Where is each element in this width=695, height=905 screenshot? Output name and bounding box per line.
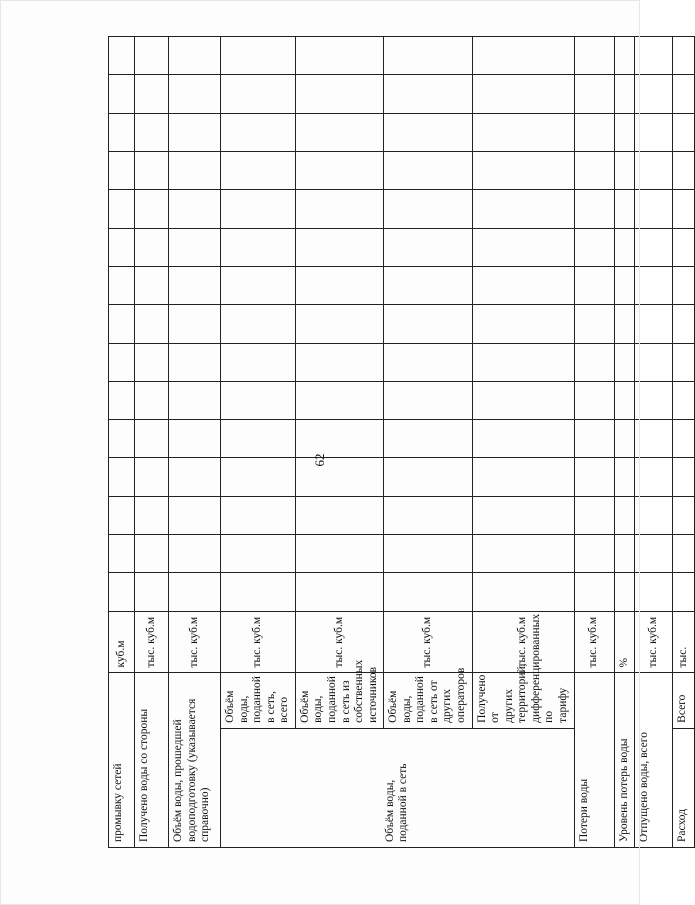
value-cell xyxy=(221,420,296,458)
value-cell xyxy=(109,228,135,266)
value-cell xyxy=(109,420,135,458)
value-cell xyxy=(169,420,221,458)
value-cell xyxy=(295,458,383,496)
table-row xyxy=(384,37,472,848)
page-number: 62 xyxy=(312,453,327,467)
row-label: Отпущено воды, всего xyxy=(635,673,673,848)
value-cell xyxy=(673,190,695,228)
value-cell xyxy=(635,381,673,419)
value-cell xyxy=(109,381,135,419)
row-unit: тыс. куб.м xyxy=(384,611,472,673)
value-cell xyxy=(673,535,695,573)
value-cell xyxy=(295,573,383,611)
value-cell xyxy=(295,75,383,113)
value-cell xyxy=(221,496,296,534)
value-cell xyxy=(673,37,695,75)
value-cell xyxy=(635,458,673,496)
value-cell xyxy=(135,343,169,381)
value-cell xyxy=(109,535,135,573)
value-cell xyxy=(384,496,472,534)
value-cell xyxy=(472,420,574,458)
group-label: Объём воды, поданной в сеть xyxy=(221,728,575,847)
value-cell xyxy=(384,458,472,496)
value-cell xyxy=(135,573,169,611)
value-cell xyxy=(614,75,635,113)
value-cell xyxy=(295,152,383,190)
row-label: Объём воды, прошедшей водоподготовку (указывается справочно) xyxy=(169,673,221,848)
value-cell xyxy=(169,266,221,304)
value-cell xyxy=(384,75,472,113)
row-label: Объём воды, поданной в сеть от других операторов xyxy=(384,673,472,728)
value-cell xyxy=(673,266,695,304)
value-cell xyxy=(635,496,673,534)
value-cell xyxy=(635,75,673,113)
value-cell xyxy=(135,305,169,343)
value-cell xyxy=(109,573,135,611)
value-cell xyxy=(221,458,296,496)
value-cell xyxy=(169,458,221,496)
value-cell xyxy=(673,420,695,458)
value-cell xyxy=(574,535,614,573)
value-cell xyxy=(574,573,614,611)
value-cell xyxy=(614,381,635,419)
value-cell xyxy=(472,228,574,266)
value-cell xyxy=(635,37,673,75)
value-cell xyxy=(135,113,169,151)
value-cell xyxy=(135,75,169,113)
value-cell xyxy=(169,535,221,573)
value-cell xyxy=(574,228,614,266)
value-cell xyxy=(635,305,673,343)
row-label: Получено воды со стороны xyxy=(135,673,169,848)
value-cell xyxy=(574,343,614,381)
value-cell xyxy=(295,496,383,534)
value-cell xyxy=(135,381,169,419)
value-cell xyxy=(673,75,695,113)
value-cell xyxy=(169,190,221,228)
value-cell xyxy=(109,266,135,304)
value-cell xyxy=(472,75,574,113)
value-cell xyxy=(384,113,472,151)
row-unit: тыс. xyxy=(673,611,695,673)
value-cell xyxy=(295,113,383,151)
value-cell xyxy=(169,228,221,266)
value-cell xyxy=(673,458,695,496)
value-cell xyxy=(295,420,383,458)
value-cell xyxy=(673,228,695,266)
value-cell xyxy=(673,573,695,611)
row-unit: тыс. куб.м xyxy=(221,611,296,673)
value-cell xyxy=(384,535,472,573)
value-cell xyxy=(135,37,169,75)
value-cell xyxy=(574,305,614,343)
value-cell xyxy=(614,305,635,343)
value-cell xyxy=(135,420,169,458)
value-cell xyxy=(614,37,635,75)
value-cell xyxy=(135,496,169,534)
value-cell xyxy=(574,496,614,534)
value-cell xyxy=(169,37,221,75)
table-row xyxy=(169,37,221,848)
value-cell xyxy=(135,535,169,573)
table-row xyxy=(574,37,614,848)
value-cell xyxy=(109,343,135,381)
value-cell xyxy=(472,113,574,151)
value-cell xyxy=(673,152,695,190)
value-cell xyxy=(635,113,673,151)
value-cell xyxy=(135,228,169,266)
value-cell xyxy=(384,152,472,190)
value-cell xyxy=(109,305,135,343)
value-cell xyxy=(614,113,635,151)
value-cell xyxy=(384,343,472,381)
value-cell xyxy=(673,381,695,419)
value-cell xyxy=(169,75,221,113)
value-cell xyxy=(614,458,635,496)
value-cell xyxy=(614,420,635,458)
value-cell xyxy=(169,381,221,419)
row-label: Объём воды, поданной в сеть, всего xyxy=(221,673,296,728)
value-cell xyxy=(109,152,135,190)
value-cell xyxy=(635,573,673,611)
value-cell xyxy=(169,305,221,343)
table-row xyxy=(614,37,635,848)
value-cell xyxy=(635,343,673,381)
row-unit: тыс. куб.м xyxy=(635,611,673,673)
value-cell xyxy=(574,37,614,75)
value-cell xyxy=(574,381,614,419)
value-cell xyxy=(221,113,296,151)
value-cell xyxy=(135,458,169,496)
value-cell xyxy=(614,496,635,534)
value-cell xyxy=(221,152,296,190)
value-cell xyxy=(295,228,383,266)
value-cell xyxy=(135,190,169,228)
value-cell xyxy=(635,190,673,228)
value-cell xyxy=(635,420,673,458)
value-cell xyxy=(169,573,221,611)
value-cell xyxy=(221,75,296,113)
row-unit: тыс. куб.м xyxy=(135,611,169,673)
value-cell xyxy=(384,266,472,304)
value-cell xyxy=(472,266,574,304)
table-row xyxy=(635,37,673,848)
row-sub-label: Всего xyxy=(673,673,695,728)
value-cell xyxy=(295,305,383,343)
value-cell xyxy=(614,535,635,573)
value-cell xyxy=(472,37,574,75)
value-cell xyxy=(574,113,614,151)
value-cell xyxy=(472,152,574,190)
value-cell xyxy=(574,458,614,496)
value-cell xyxy=(472,535,574,573)
row-label: Получено от других территорий, дифференцированных по тарифу xyxy=(472,673,574,728)
value-cell xyxy=(384,573,472,611)
value-cell xyxy=(614,573,635,611)
value-cell xyxy=(574,152,614,190)
value-cell xyxy=(673,496,695,534)
row-unit: тыс. куб.м xyxy=(295,611,383,673)
row-label: Потери воды xyxy=(574,673,614,848)
table-row xyxy=(221,37,296,848)
value-cell xyxy=(109,113,135,151)
value-cell xyxy=(109,75,135,113)
value-cell xyxy=(221,266,296,304)
value-cell xyxy=(295,343,383,381)
value-cell xyxy=(673,113,695,151)
value-cell xyxy=(614,343,635,381)
value-cell xyxy=(109,190,135,228)
row-unit: тыс. куб.м xyxy=(472,611,574,673)
value-cell xyxy=(109,496,135,534)
value-cell xyxy=(221,381,296,419)
value-cell xyxy=(635,535,673,573)
value-cell xyxy=(221,535,296,573)
row-label: Уровень потерь воды xyxy=(614,673,635,848)
value-cell xyxy=(472,496,574,534)
value-cell xyxy=(472,343,574,381)
value-cell xyxy=(635,266,673,304)
value-cell xyxy=(384,420,472,458)
value-cell xyxy=(135,152,169,190)
table-row xyxy=(472,37,574,848)
table-row xyxy=(295,37,383,848)
value-cell xyxy=(472,305,574,343)
row-unit: тыс. куб.м xyxy=(169,611,221,673)
row-unit: куб.м xyxy=(109,611,135,673)
value-cell xyxy=(574,190,614,228)
value-cell xyxy=(673,343,695,381)
value-cell xyxy=(384,305,472,343)
row-unit: % xyxy=(614,611,635,673)
value-cell xyxy=(472,381,574,419)
value-cell xyxy=(574,266,614,304)
value-cell xyxy=(295,381,383,419)
value-cell xyxy=(295,535,383,573)
value-cell xyxy=(221,343,296,381)
value-cell xyxy=(221,573,296,611)
value-cell xyxy=(221,228,296,266)
row-label: промывку сетей xyxy=(109,673,135,848)
water-balance-table xyxy=(108,36,695,848)
table-row xyxy=(673,37,695,848)
table-frame xyxy=(108,36,689,848)
value-cell xyxy=(614,190,635,228)
value-cell xyxy=(169,152,221,190)
value-cell xyxy=(295,266,383,304)
table-row xyxy=(135,37,169,848)
value-cell xyxy=(635,152,673,190)
value-cell xyxy=(295,37,383,75)
value-cell xyxy=(384,381,472,419)
value-cell xyxy=(614,228,635,266)
value-cell xyxy=(221,190,296,228)
value-cell xyxy=(135,266,169,304)
data-table-rotated xyxy=(108,36,689,848)
value-cell xyxy=(109,37,135,75)
value-cell xyxy=(574,420,614,458)
value-cell xyxy=(169,343,221,381)
value-cell xyxy=(295,190,383,228)
value-cell xyxy=(574,75,614,113)
value-cell xyxy=(384,37,472,75)
value-cell xyxy=(614,152,635,190)
value-cell xyxy=(169,496,221,534)
value-cell xyxy=(635,228,673,266)
value-cell xyxy=(221,305,296,343)
value-cell xyxy=(472,190,574,228)
value-cell xyxy=(221,37,296,75)
value-cell xyxy=(384,190,472,228)
row-unit: тыс. куб.м xyxy=(574,611,614,673)
row-label: Расход xyxy=(673,728,695,847)
table-row xyxy=(109,37,135,848)
value-cell xyxy=(472,573,574,611)
value-cell xyxy=(169,113,221,151)
value-cell xyxy=(384,228,472,266)
row-label: Объём воды, поданной в сеть из собственных источников xyxy=(295,673,383,728)
value-cell xyxy=(614,266,635,304)
value-cell xyxy=(472,458,574,496)
value-cell xyxy=(109,458,135,496)
value-cell xyxy=(673,305,695,343)
